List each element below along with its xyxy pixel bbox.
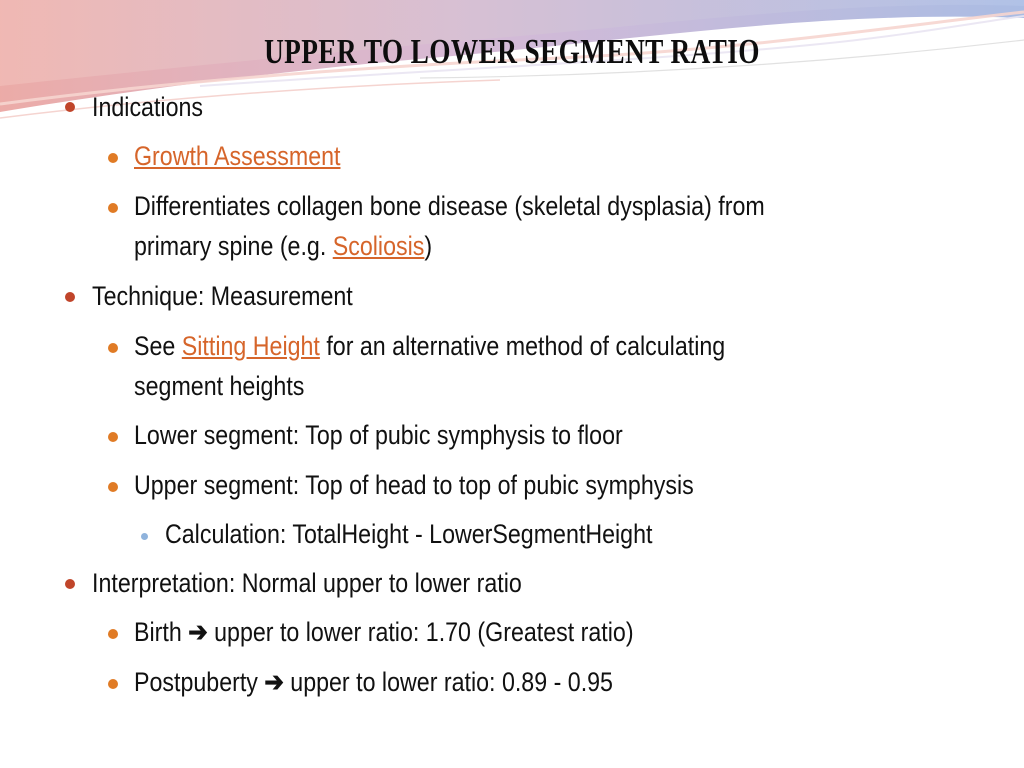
bullet-icon — [108, 203, 118, 213]
growth-assessment-item — [134, 141, 374, 172]
bullet-icon — [108, 343, 118, 353]
birth-item: Birth ➔ upper to lower ratio: 1.70 (Greatest ratio) — [134, 617, 634, 647]
slide-title: UPPER TO LOWER SEGMENT RATIO — [264, 32, 760, 71]
lower-segment-item: Lower segment: Top of pubic symphysis to floor — [134, 420, 623, 450]
sitting-height-line2: segment heights — [134, 371, 305, 401]
differentiates-line1: Differentiates collagen bone disease (skeletal dysplasia) from — [134, 191, 765, 221]
sitting-height-link[interactable]: Sitting Height — [181, 331, 320, 361]
postpuberty-item: Postpuberty ➔ upper to lower ratio: 0.89 - 0.95 — [134, 667, 613, 697]
sitting-height-line1: See Sitting Height for an alternative method of calculating — [134, 331, 726, 361]
bullet-icon — [108, 153, 118, 163]
technique-heading: Technique: Measurement — [92, 281, 353, 311]
indications-heading: Indications — [92, 92, 204, 122]
bullet-icon — [108, 482, 118, 492]
bullet-icon — [108, 679, 118, 689]
growth-assessment-link[interactable]: Growth Assessment — [134, 141, 341, 171]
arrow-right-icon: ➔ — [264, 667, 284, 697]
interpretation-heading: Interpretation: Normal upper to lower ratio — [92, 568, 522, 598]
bullet-icon — [108, 629, 118, 639]
bullet-icon — [141, 533, 148, 540]
arrow-right-icon: ➔ — [188, 617, 208, 647]
scoliosis-link[interactable]: Scoliosis — [332, 231, 425, 261]
bullet-icon — [65, 579, 75, 589]
bullet-icon — [108, 432, 118, 442]
upper-segment-item: Upper segment: Top of head to top of pubic symphysis — [134, 470, 694, 500]
bullet-icon — [65, 102, 75, 112]
differentiates-line2: primary spine (e.g. Scoliosis) — [134, 231, 433, 261]
calculation-item: Calculation: TotalHeight - LowerSegmentHeight — [165, 519, 653, 549]
bullet-icon — [65, 292, 75, 302]
